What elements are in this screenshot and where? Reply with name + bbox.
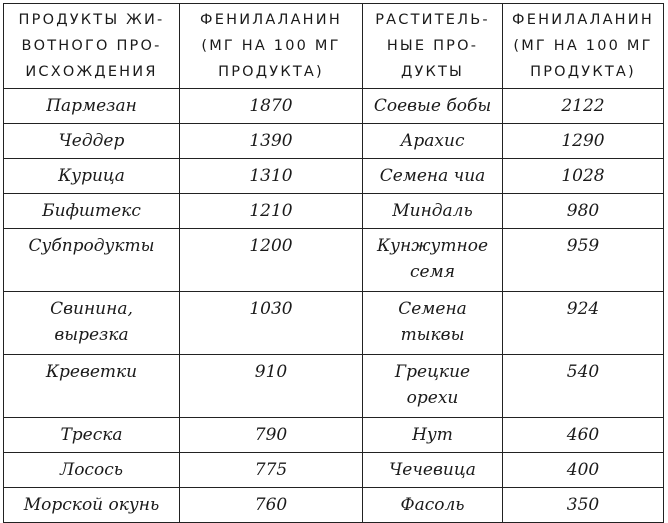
animal-product-cell: Чеддер <box>4 124 180 159</box>
table-row <box>4 488 664 523</box>
animal-product-cell: Курица <box>4 159 180 194</box>
animal-product-cell: Морской окунь <box>4 488 180 523</box>
plant-product-cell: Миндаль <box>363 194 503 229</box>
plant-value-cell: 540 <box>503 355 664 418</box>
animal-value-cell: 1200 <box>180 229 363 292</box>
plant-value-cell: 980 <box>503 194 664 229</box>
animal-value-cell: 1390 <box>180 124 363 159</box>
animal-value-cell: 760 <box>180 488 363 523</box>
animal-product-cell: Креветки <box>4 355 180 418</box>
animal-product-cell: Пармезан <box>4 89 180 124</box>
plant-value-cell: 2122 <box>503 89 664 124</box>
plant-value-cell: 959 <box>503 229 664 292</box>
table-row <box>4 229 664 292</box>
plant-product-cell: Семена тыквы <box>363 292 503 355</box>
header-row <box>4 4 664 89</box>
table-row <box>4 292 664 355</box>
plant-product-cell: Чечевица <box>363 453 503 488</box>
plant-product-cell: Кунжутное семя <box>363 229 503 292</box>
table-row <box>4 124 664 159</box>
table-row <box>4 159 664 194</box>
plant-value-cell: 1290 <box>503 124 664 159</box>
plant-product-cell: Арахис <box>363 124 503 159</box>
plant-product-cell: Нут <box>363 418 503 453</box>
plant-value-cell: 924 <box>503 292 664 355</box>
table-row <box>4 194 664 229</box>
plant-product-cell: Фасоль <box>363 488 503 523</box>
animal-value-cell: 910 <box>180 355 363 418</box>
animal-product-cell: Свинина, вырезка <box>4 292 180 355</box>
phenylalanine-table <box>3 3 664 523</box>
animal-product-cell: Бифштекс <box>4 194 180 229</box>
table-row <box>4 355 664 418</box>
table-row <box>4 453 664 488</box>
animal-product-cell: Субпродукты <box>4 229 180 292</box>
table-row <box>4 89 664 124</box>
plant-value-cell: 460 <box>503 418 664 453</box>
animal-value-cell: 1210 <box>180 194 363 229</box>
animal-value-cell: 790 <box>180 418 363 453</box>
plant-product-cell: Грецкие орехи <box>363 355 503 418</box>
table-row <box>4 418 664 453</box>
animal-product-cell: Лосось <box>4 453 180 488</box>
animal-value-cell: 775 <box>180 453 363 488</box>
header-plant-products: РАСТИТЕЛЬ- НЫЕ ПРО- ДУКТЫ <box>363 4 503 89</box>
plant-product-cell: Соевые бобы <box>363 89 503 124</box>
animal-value-cell: 1870 <box>180 89 363 124</box>
plant-value-cell: 350 <box>503 488 664 523</box>
animal-value-cell: 1030 <box>180 292 363 355</box>
plant-product-cell: Семена чиа <box>363 159 503 194</box>
header-animal-phenylalanine: ФЕНИЛАЛАНИН (МГ НА 100 МГ ПРОДУКТА) <box>180 4 363 89</box>
animal-product-cell: Треска <box>4 418 180 453</box>
plant-value-cell: 1028 <box>503 159 664 194</box>
header-plant-phenylalanine: ФЕНИЛАЛАНИН (МГ НА 100 МГ ПРОДУКТА) <box>503 4 664 89</box>
animal-value-cell: 1310 <box>180 159 363 194</box>
header-animal-products: ПРОДУКТЫ ЖИ- ВОТНОГО ПРО- ИСХОЖДЕНИЯ <box>4 4 180 89</box>
plant-value-cell: 400 <box>503 453 664 488</box>
